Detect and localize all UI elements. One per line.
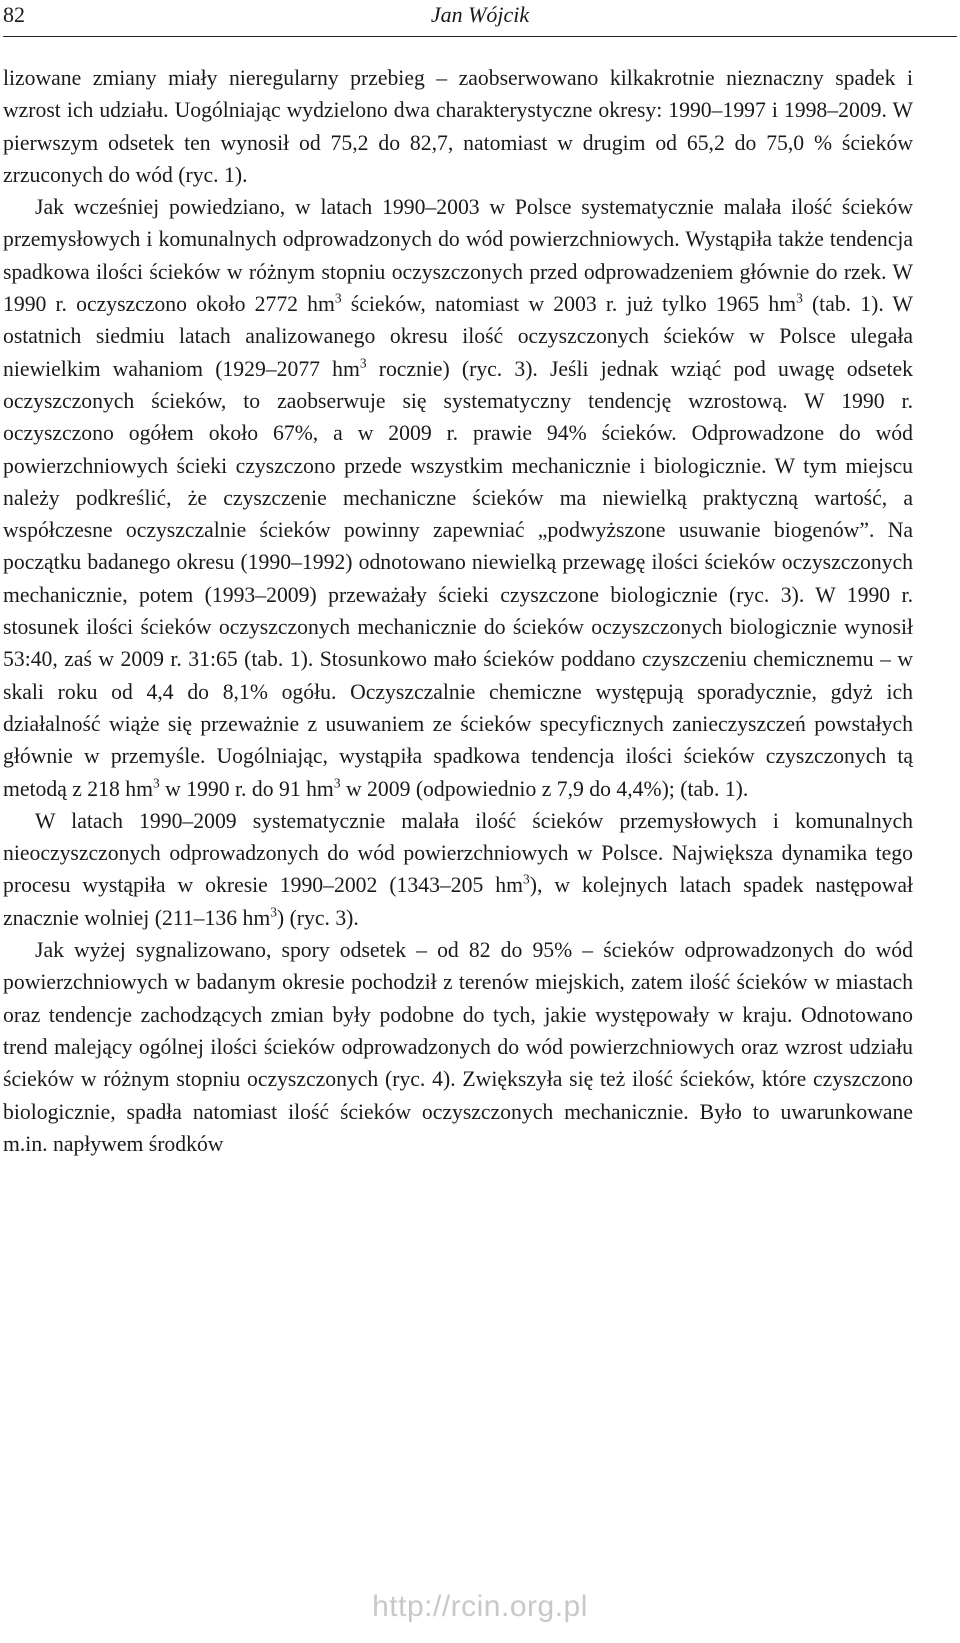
text-run: w 2009 (odpowiednio z 7,9 do 4,4%); (tab. 1). xyxy=(340,776,749,801)
superscript-exponent: 3 xyxy=(152,775,160,791)
source-watermark-url: http://rcin.org.pl xyxy=(372,1590,588,1623)
text-run: lizowane zmiany miały nieregularny przebieg – zaobserwowano kilkakrotnie nieznaczny spadek i wzrost ich udziału. Uogólniając wydzielono dwa charakterystyczne okresy: 1990–1997 i 1998–2009. W pierwszym odsetek ten wynosił od 75,2 do 82,7, natomiast w drugim od 65,2 do 75,0 % ścieków zrzuconych do wód (ryc. 1). xyxy=(3,66,913,187)
text-run: ), w kolejnych latach spadek następował znacznie wolniej (211–136 hm xyxy=(3,873,913,930)
text-run: w 1990 r. do 91 hm xyxy=(159,776,334,801)
text-run: Jak wyżej sygnalizowano, spory odsetek – od 82 do 95% – ścieków odprowadzonych do wód powierzchniowych w badanym okresie pochodził z terenów miejskich, zatem ilość ścieków w miastach oraz tendencje zachodzących zmian były podobne do tych, jakie występowały w kraju. Odnotowano trend malejący ogólnej ilości ścieków odprowadzonych do wód powierzchniowych oraz wzrost udziału ścieków w różnym stopniu oczyszczonych (ryc. 4). Zwiększyła się też ilość ścieków, które czyszczono biologicznie, spadła natomiast ilość ścieków oczyszczonych mechanicznie. Było to uwarunkowane m.in. napływem środków xyxy=(3,938,913,1156)
text-run: Jak wcześniej powiedziano, w latach 1990–2003 w Polsce systematycznie malała ilość ścieków przemysłowych i komunalnych odprowadzonych do wód powierzchniowych. Wystąpiła także tendencja spadkowa ilości ścieków w różnym stopniu oczyszczonych przed odprowadzeniem głównie do rzek. W 1990 r. oczyszczono około 2772 hm xyxy=(3,195,913,317)
superscript-exponent: 3 xyxy=(523,872,530,888)
page-header xyxy=(3,0,957,37)
paragraph xyxy=(3,191,913,805)
text-run: ścieków, natomiast w 2003 r. już tylko 1965 hm xyxy=(341,292,797,317)
superscript-exponent: 3 xyxy=(334,290,342,306)
superscript-exponent: 3 xyxy=(796,290,803,306)
superscript-exponent: 3 xyxy=(270,904,277,920)
page-number: 82 xyxy=(3,2,25,27)
paragraph xyxy=(3,805,913,934)
text-run: rocznie) (ryc. 3). Jeśli jednak wziąć pod uwagę odsetek oczyszczonych ścieków, to zaobserwuje się systematyczny tendencję wzrostową. W 1990 r. oczyszczono ogółem około 67%, a w 2009 r. prawie 94% ścieków. Odprowadzone do wód powierzchniowych ścieki czyszczono przede wszystkim mechanicznie i biologicznie. W tym miejscu należy podkreślić, że czyszczenie mechaniczne ścieków ma niewielką praktyczną wartość, a współczesne oczyszczalnie ścieków powinny zapewniać „podwyższone usuwanie biogenów”. Na początku badanego okresu (1990–1992) odnotowano niewielką przewagę ilości ścieków oczyszczonych mechanicznie, potem (1993–2009) przeważały ścieki czyszczone biologicznie (ryc. 3). W 1990 r. stosunek ilości ścieków oczyszczonych mechanicznie do ścieków oczyszczonych biologicznie wynosił 53:40, zaś w 2009 r. 31:65 (tab. 1). Stosunkowo mało ścieków poddano czyszczeniu chemicznemu – w skali roku od 4,4 do 8,1% ogółu. Oczyszczalnie chemiczne występują sporadycznie, gdyż ich działalność wiąże się przeważnie z usuwaniem ze ścieków specyficznych zanieczyszczeń powstałych głównie w przemyśle. Uogólniając, wystąpiła spadkowa tendencja ilości ścieków czyszczonych tą metodą z 218 hm xyxy=(3,356,913,801)
paragraph xyxy=(3,934,913,1160)
text-run: (tab. 1). W ostatnich siedmiu latach analizowanego okresu ilość oczyszczonych ścieków w Polsce ulegała niewielkim wahaniom (1929–2077 hm xyxy=(3,292,913,381)
text-run: W latach 1990–2009 systematycznie malała ilość ścieków przemysłowych i komunalnych nieoczyszczonych odprowadzonych do wód powierzchniowych w Polsce. Największa dynamika tego procesu wystąpiła w okresie 1990–2002 (1343–205 hm xyxy=(3,808,913,898)
paragraph xyxy=(3,62,913,191)
text-run: ) (ryc. 3). xyxy=(276,905,359,930)
running-head-author: Jan Wójcik xyxy=(430,2,530,27)
superscript-exponent: 3 xyxy=(359,355,367,371)
body-text xyxy=(3,62,913,1160)
superscript-exponent: 3 xyxy=(333,775,341,791)
